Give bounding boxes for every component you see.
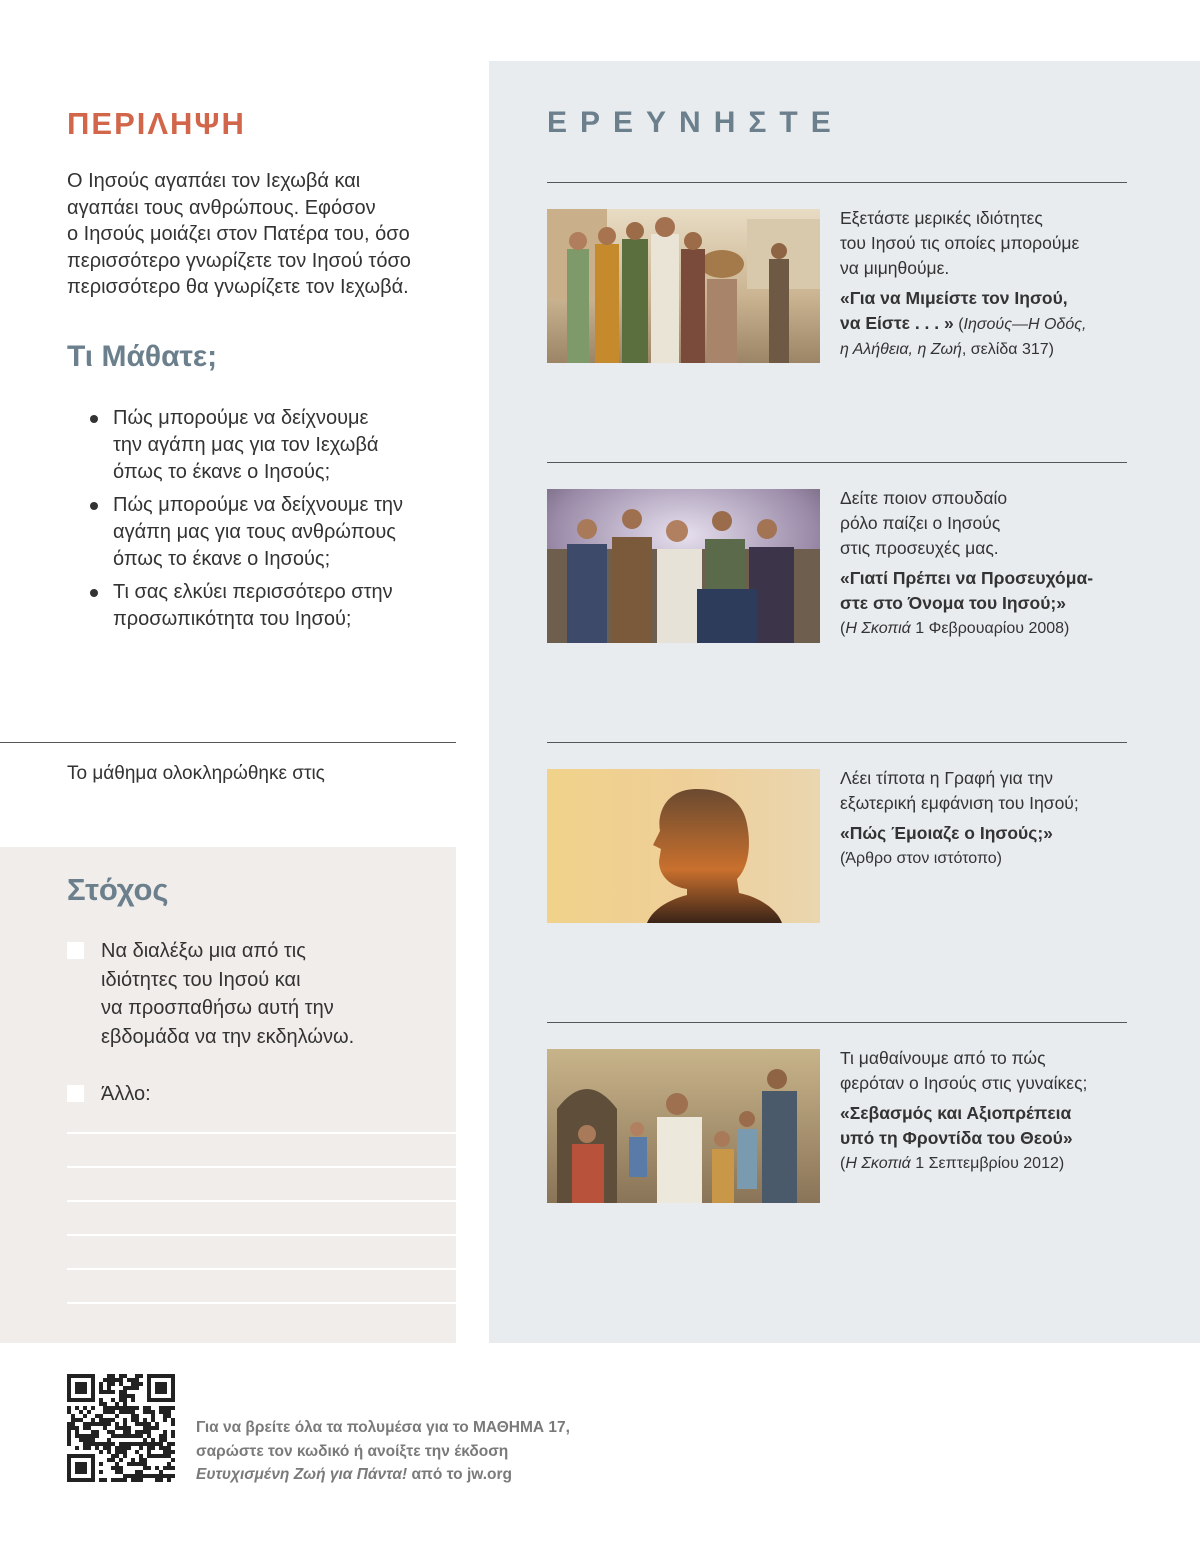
bullet-icon <box>90 589 98 597</box>
divider <box>547 462 1127 463</box>
article-link[interactable]: «Πώς Έμοιαζε ο Ιησούς;» <box>840 823 1053 843</box>
research-item-4: Τι μαθαίνουμε από το πώς φερόταν ο Ιησούς στις γυναίκες; «Σεβασμός και Αξιοπρέπεια υπό τη Φροντίδα του Θεού» (Η Σκοπιά 1 Σεπτεμβρίου 2012) <box>840 1046 1130 1176</box>
divider <box>547 182 1127 183</box>
divider <box>547 1022 1127 1023</box>
writing-line[interactable] <box>67 1234 456 1236</box>
writing-line[interactable] <box>67 1302 456 1304</box>
lesson-completed-label: Το μάθημα ολοκληρώθηκε στις <box>67 763 325 784</box>
jesus-praying-image[interactable] <box>547 489 820 643</box>
jesus-with-women-image[interactable] <box>547 1049 820 1203</box>
article-link[interactable]: «Σεβασμός και Αξιοπρέπεια υπό τη Φροντίδα του Θεού» <box>840 1103 1073 1148</box>
summary-heading: ΠΕΡΙΛΗΨΗ <box>67 106 246 141</box>
bullet-icon <box>90 502 98 510</box>
research-item-3: Λέει τίποτα η Γραφή για την εξωτερική εμφάνιση του Ιησού; «Πώς Έμοιαζε ο Ιησούς;» (Άρθρο στον ιστότοπο) <box>840 766 1130 871</box>
goal-option-other[interactable]: Άλλο: <box>67 1080 427 1109</box>
question-item: Τι σας ελκύει περισσότερο στην προσωπικότητα του Ιησού; <box>90 579 435 633</box>
goal-option-1[interactable]: Να διαλέξω μια από τις ιδιότητες του Ιησού και να προσπαθήσω αυτή την εβδομάδα να την εκδηλώνω. <box>67 937 427 1051</box>
checkbox-icon[interactable] <box>67 1085 84 1102</box>
article-link[interactable]: «Γιατί Πρέπει να Προσευχόμα- στε στο Όνομα του Ιησού;» <box>840 568 1094 613</box>
research-item-2: Δείτε ποιον σπουδαίο ρόλο παίζει ο Ιησούς στις προσευχές μας. «Γιατί Πρέπει να Προσευχόμα- στε στο Όνομα του Ιησού;» (Η Σκοπιά 1 Φεβρουαρίου 2008) <box>840 486 1130 641</box>
writing-line[interactable] <box>67 1200 456 1202</box>
bullet-icon <box>90 415 98 423</box>
article-link[interactable]: «Για να Μιμείστε τον Ιησού, να Είστε . . . » (Ιησούς—Η Οδός, <box>840 288 1087 333</box>
writing-line[interactable] <box>67 1268 456 1270</box>
qr-code-icon[interactable] <box>67 1374 175 1482</box>
footer-note: Για να βρείτε όλα τα πολυμέσα για το ΜΑΘΗΜΑ 17, σαρώστε τον κωδικό ή ανοίξτε την έκδοση Ευτυχισμένη Ζωή για Πάντα! από το jw.org <box>196 1419 570 1483</box>
research-heading: ΕΡΕΥΝΗΣΤΕ <box>547 106 844 139</box>
jesus-silhouette-image[interactable] <box>547 769 820 923</box>
summary-text: Ο Ιησούς αγαπάει τον Ιεχωβά και αγαπάει τους ανθρώπους. Εφόσον ο Ιησούς μοιάζει στον Πατέρα του, όσο περισσότερο γνωρίζετε τον Ιησού τόσο περισσότερο θα γνωρίζετε τον Ιεχωβά. <box>67 170 411 298</box>
writing-line[interactable] <box>67 1166 456 1168</box>
checkbox-icon[interactable] <box>67 942 84 959</box>
learned-heading: Τι Μάθατε; <box>67 340 218 373</box>
question-item: Πώς μπορούμε να δείχνουμε την αγάπη μας για τον Ιεχωβά όπως το έκανε ο Ιησούς; <box>90 405 435 486</box>
question-item: Πώς μπορούμε να δείχνουμε την αγάπη μας για τους ανθρώπους όπως το έκανε ο Ιησούς; <box>90 492 435 573</box>
goal-heading: Στόχος <box>67 872 169 907</box>
jesus-with-disciples-image[interactable] <box>547 209 820 363</box>
review-questions <box>90 405 435 639</box>
writing-line[interactable] <box>67 1132 456 1134</box>
divider <box>0 742 456 743</box>
research-item-1: Εξετάστε μερικές ιδιότητες του Ιησού τις οποίες μπορούμε να μιμηθούμε. «Για να Μιμείστε τον Ιησού, να Είστε . . . » (Ιησούς—Η Οδός, η Αλήθεια, η Ζωή, σελίδα 317) <box>840 206 1130 362</box>
divider <box>547 742 1127 743</box>
